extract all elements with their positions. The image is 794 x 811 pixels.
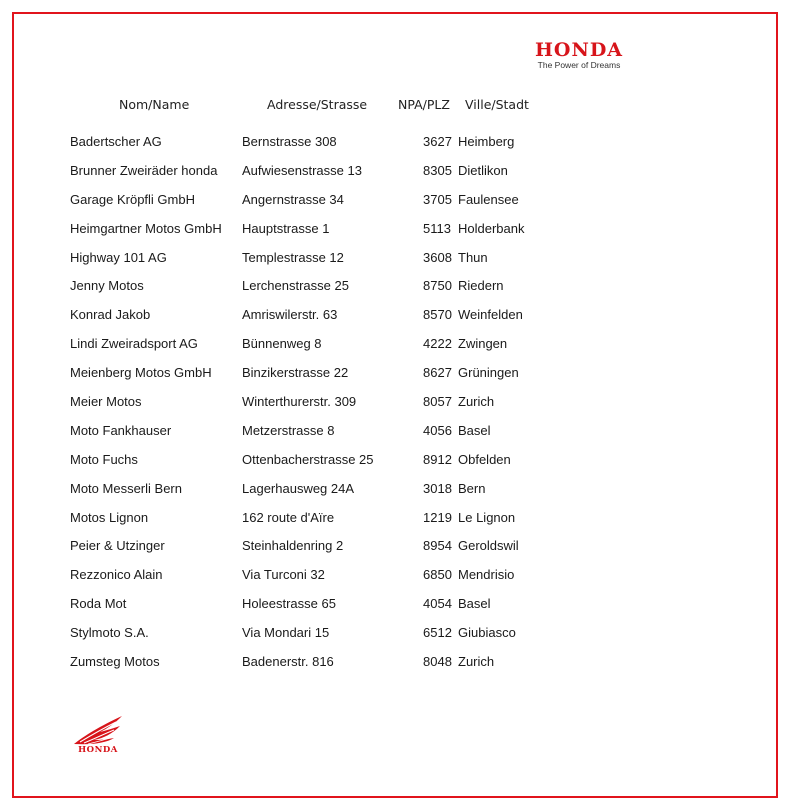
dealer-address: Aufwiesenstrasse 13	[242, 162, 362, 178]
table-row	[0, 564, 794, 593]
table-row	[0, 420, 794, 449]
dealer-zip: 3705	[423, 191, 452, 207]
dealer-name: Peier & Utzinger	[70, 538, 165, 554]
honda-wing-logo	[70, 714, 126, 758]
dealer-list	[0, 131, 794, 680]
dealer-address: Hauptstrasse 1	[242, 220, 330, 236]
table-row	[0, 333, 794, 362]
header-name: Nom/Name	[119, 97, 190, 112]
dealer-name: Heimgartner Motos GmbH	[70, 220, 222, 236]
table-row	[0, 651, 794, 680]
dealer-city: Basel	[458, 596, 491, 612]
dealer-zip: 4056	[423, 422, 452, 438]
dealer-city: Basel	[458, 422, 491, 438]
dealer-zip: 3018	[423, 480, 452, 496]
dealer-address: Holeestrasse 65	[242, 596, 336, 612]
dealer-name: Highway 101 AG	[70, 249, 167, 265]
table-row	[0, 304, 794, 333]
dealer-name: Zumsteg Motos	[70, 654, 160, 670]
table-row	[0, 247, 794, 276]
table-row	[0, 449, 794, 478]
dealer-name: Jenny Motos	[70, 278, 144, 294]
dealer-zip: 3608	[423, 249, 452, 265]
dealer-name: Badertscher AG	[70, 134, 162, 149]
dealer-city: Holderbank	[458, 220, 525, 236]
dealer-zip: 6850	[423, 567, 452, 583]
dealer-address: Via Turconi 32	[242, 567, 325, 583]
dealer-address: Amriswilerstr. 63	[242, 307, 338, 323]
dealer-name: Garage Kröpfli GmbH	[70, 191, 195, 207]
header-zip: NPA/PLZ	[398, 97, 450, 112]
dealer-zip: 8057	[423, 394, 452, 410]
dealer-zip: 8627	[423, 365, 452, 381]
dealer-name: Meienberg Motos GmbH	[70, 365, 212, 381]
dealer-city: Zwingen	[458, 336, 508, 352]
dealer-city: Mendrisio	[458, 567, 515, 583]
dealer-zip: 8912	[423, 451, 452, 467]
table-header	[0, 97, 794, 115]
dealer-address: Winterthurerstr. 309	[242, 394, 357, 410]
dealer-name: Moto Messerli Bern	[70, 480, 182, 496]
dealer-address: Binzikerstrasse 22	[242, 365, 349, 381]
dealer-zip: 3627	[423, 134, 452, 149]
dealer-address: Lerchenstrasse 25	[242, 278, 349, 294]
table-row	[0, 391, 794, 420]
dealer-address: Bünnenweg 8	[242, 336, 322, 352]
dealer-zip: 6512	[423, 625, 452, 641]
dealer-zip: 8570	[423, 307, 452, 323]
dealer-name: Lindi Zweiradsport AG	[70, 336, 198, 352]
dealer-zip: 8305	[423, 162, 452, 178]
dealer-name: Konrad Jakob	[70, 307, 151, 323]
dealer-name: Moto Fuchs	[70, 451, 138, 467]
table-row	[0, 131, 794, 160]
dealer-address: Badenerstr. 816	[242, 654, 334, 670]
dealer-name: Meier Motos	[70, 394, 142, 410]
table-row	[0, 622, 794, 651]
dealer-address: Lagerhausweg 24A	[242, 480, 355, 496]
dealer-address: Bernstrasse 308	[242, 134, 337, 149]
dealer-address: Ottenbacherstrasse 25	[242, 451, 374, 467]
dealer-city: Geroldswil	[458, 538, 519, 554]
honda-wordmark: HONDA	[534, 39, 624, 61]
dealer-name: Moto Fankhauser	[70, 422, 172, 438]
dealer-zip: 8048	[423, 654, 452, 670]
dealer-address: Steinhaldenring 2	[242, 538, 344, 554]
dealer-zip: 5113	[423, 220, 451, 236]
dealer-address: Templestrasse 12	[242, 249, 344, 265]
header-city: Ville/Stadt	[465, 97, 529, 112]
header-address: Adresse/Strasse	[267, 97, 368, 112]
dealer-city: Bern	[458, 480, 486, 496]
dealer-name: Rezzonico Alain	[70, 567, 163, 583]
dealer-city: Faulensee	[458, 191, 519, 207]
table-row	[0, 160, 794, 189]
dealer-city: Giubiasco	[458, 625, 516, 641]
table-row	[0, 362, 794, 391]
dealer-city: Obfelden	[458, 451, 511, 467]
dealer-city: Zurich	[458, 394, 495, 410]
table-row	[0, 593, 794, 622]
honda-tagline: The Power of Dreams	[537, 60, 621, 70]
dealer-address: 162 route d'Aïre	[242, 509, 335, 525]
table-row	[0, 507, 794, 536]
table-row	[0, 478, 794, 507]
dealer-name: Motos Lignon	[70, 509, 149, 525]
dealer-name: Brunner Zweiräder honda	[70, 162, 218, 178]
dealer-address: Metzerstrasse 8	[242, 422, 335, 438]
honda-logo	[518, 40, 640, 70]
dealer-zip: 1219	[423, 509, 452, 525]
dealer-address: Angernstrasse 34	[242, 191, 344, 207]
dealer-city: Thun	[458, 249, 488, 265]
table-row	[0, 275, 794, 304]
wing-wordmark: HONDA	[78, 745, 118, 755]
table-row	[0, 218, 794, 247]
dealer-city: Zurich	[458, 654, 495, 670]
dealer-name: Roda Mot	[70, 596, 127, 612]
dealer-city: Weinfelden	[458, 307, 523, 323]
dealer-zip: 4222	[423, 336, 452, 352]
dealer-address: Via Mondari 15	[242, 625, 330, 641]
table-row	[0, 535, 794, 564]
dealer-zip: 8750	[423, 278, 452, 294]
dealer-city: Grüningen	[458, 365, 519, 381]
dealer-city: Heimberg	[458, 134, 515, 149]
dealer-city: Riedern	[458, 278, 504, 294]
dealer-name: Stylmoto S.A.	[70, 625, 149, 641]
table-row	[0, 189, 794, 218]
dealer-city: Le Lignon	[458, 509, 516, 525]
wing-icon	[70, 714, 126, 746]
dealer-zip: 8954	[423, 538, 452, 554]
dealer-city: Dietlikon	[458, 162, 508, 178]
dealer-zip: 4054	[423, 596, 452, 612]
